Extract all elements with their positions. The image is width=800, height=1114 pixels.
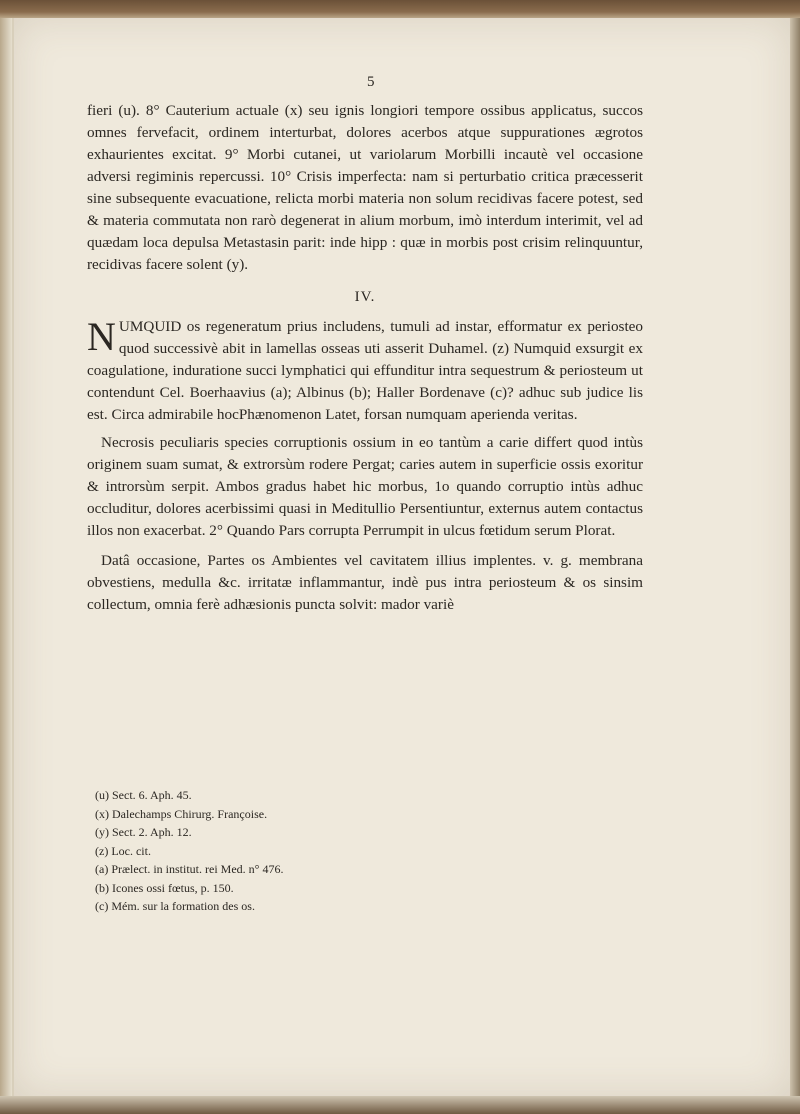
paragraph-2: UMQUID os regeneratum prius includens, tumuli ad instar, efformatur ex periosteo quod successivè abit in lamellas osseas uti asserit Duhamel. (z) Numquid exsurgit ex coagulatione, induratione succi lymphatici qui effunditur intra sequestrum & periosteum ut contendunt Cel. Boerhaavius (a); Albinus (b); Haller Bordenave (c)? adhuc sub judice lis est. Circa admirabile hocPhænomenon Latet, forsan numquam aperienda veritas. [87, 318, 643, 423]
footnote-text: Mém. sur la formation des os. [111, 899, 255, 913]
page-number: 5 [367, 74, 375, 90]
footnote [95, 879, 283, 898]
page-body [87, 60, 643, 616]
footnote-text: Prælect. in institut. rei Med. n° 476. [111, 862, 284, 876]
footnote-mark: (x) [95, 806, 109, 821]
footnote-mark: (a) [95, 862, 109, 876]
footnote-mark: (z) [95, 843, 109, 858]
footnote-mark: (y) [95, 825, 109, 839]
drop-cap: N [87, 314, 116, 359]
footnotes [95, 786, 283, 916]
footnote [95, 805, 283, 824]
footnote-text: Sect. 6. Aph. 45. [112, 788, 192, 802]
footnote-mark: (b) [95, 880, 109, 895]
paragraph-3: Necrosis peculiaris species corruptionis ossium in eo tantùm a carie differt quod intùs originem suam sumat, & extrorsùm rodere Pergat; caries autem in superficie ossis exoritur & introrsùm serpit. Ambos gradus habet hic morbus, 1o quando corruptio intùs adhuc occluditur, dolores acerbissimi quasi in Meditullio Persentiuntur, externus autem contactus illos non exacerbat. 2° Quando Pars corrupta Perrumpit in ulcus fœtidum serum Plorat. [87, 434, 643, 539]
footnote [95, 897, 283, 916]
paragraph-4: Datâ occasione, Partes os Ambientes vel cavitatem illius implentes. v. g. membrana obvestiens, medulla &c. irritatæ inflammantur, indè pus intra periosteum & os sinsim collectum, omnia ferè adhæsionis puncta solvit: mador variè [87, 552, 643, 613]
footnote [95, 842, 283, 861]
footnote-mark: (u) [95, 788, 109, 802]
footnote [95, 860, 283, 879]
footnote [95, 823, 283, 842]
page-left-edge [0, 18, 12, 1098]
footnote-text: Icones ossi fœtus, p. 150. [112, 880, 234, 895]
scan-bottom-border [0, 1096, 800, 1114]
paragraph-1: fieri (u). 8° Cauterium actuale (x) seu ignis longiori tempore ossibus applicatus, succos omnes fervefacit, ordinem interturbat, dolores acerbos atque suppurationes ægrotos exhaurientes excitat. 9° Morbi cutanei, ut variolarum Morbilli incautè vel occasione adversi regiminis repercussi. 10° Crisis imperfecta: nam si perturbatio critica præcesserit sine subsequente evacuatione, relicta morbi materia non solum recidivas facere potest, sed & materia commutata non rarò degenerat in alium morbum, imò interdum interimit, vel ad quædam loca depulsa Metastasin parit: inde hipp : quæ in morbis post crisim relinquuntur, recidivas facere solent (y). [87, 102, 643, 273]
footnote-text: Loc. cit. [111, 843, 151, 858]
footnote [95, 786, 283, 805]
footnote-text: Sect. 2. Aph. 12. [112, 825, 192, 839]
scan-top-border [0, 0, 800, 20]
footnote-text: Dalechamps Chirurg. Françoise. [112, 806, 268, 821]
section-heading: IV. [354, 289, 376, 305]
footnote-mark: (c) [95, 899, 109, 913]
